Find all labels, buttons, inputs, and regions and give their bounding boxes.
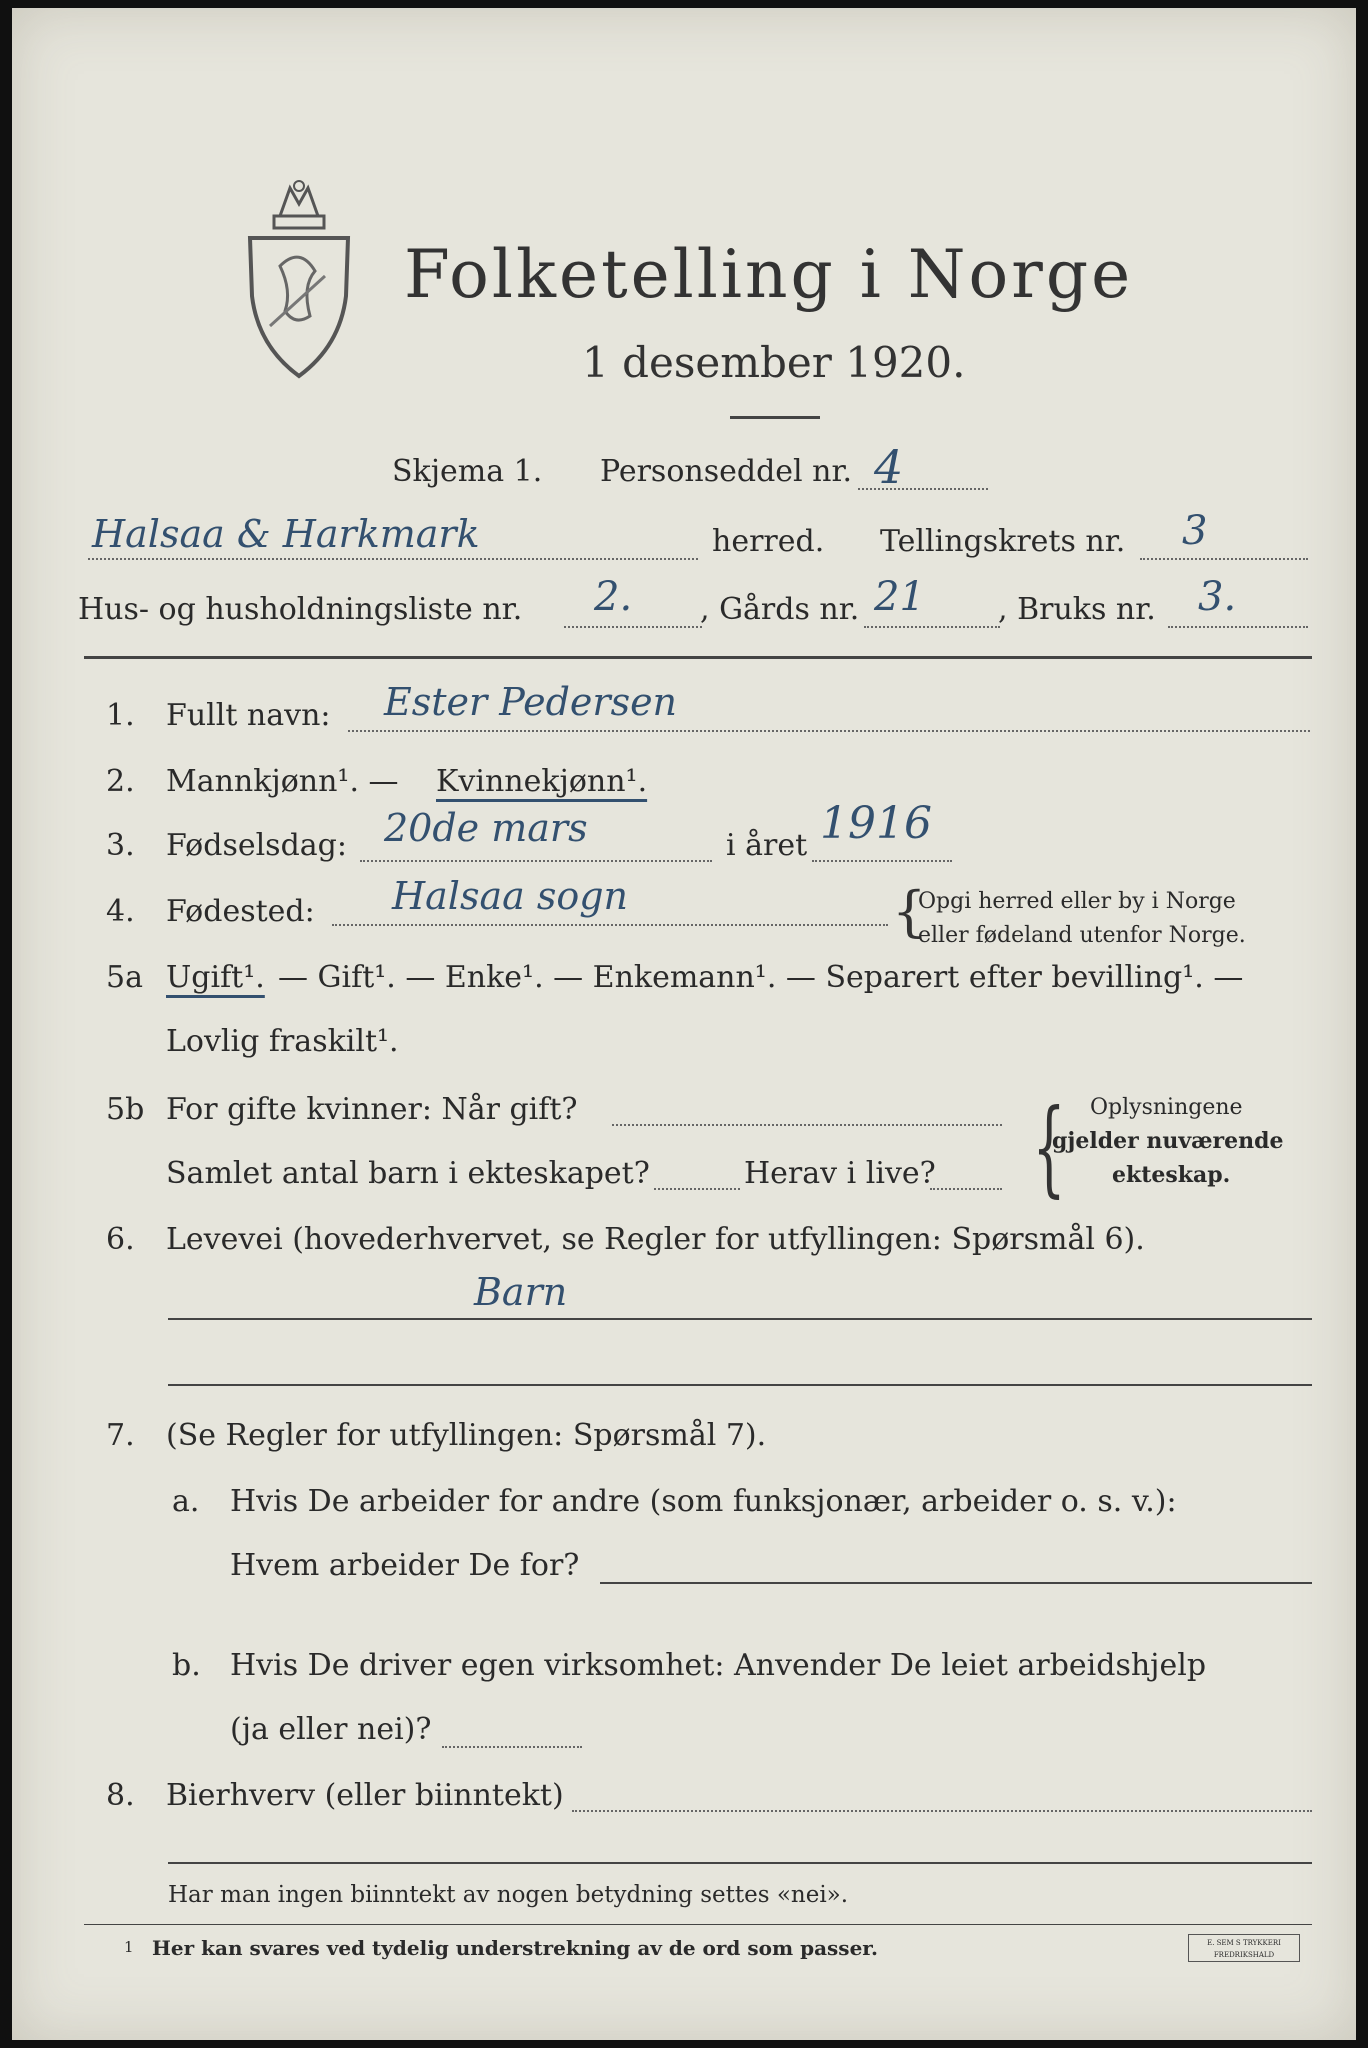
q5b-alive: Herav i live? <box>744 1156 936 1191</box>
q7a-line2: Hvem arbeider De for? <box>230 1548 580 1583</box>
full-name-line <box>348 730 1310 732</box>
census-date: 1 desember 1920. <box>582 338 966 387</box>
footnote-divider <box>84 1924 1312 1925</box>
no-income-note: Har man ingen biinntekt av nogen betydning settes «nei». <box>168 1882 849 1908</box>
q7-label: (Se Regler for utfyllingen: Spørsmål 7). <box>166 1418 767 1453</box>
q6-number: 6. <box>106 1222 135 1257</box>
children-line <box>654 1188 740 1190</box>
q7a-line1: Hvis De arbeider for andre (som funksjonær, arbeider o. s. v.): <box>230 1484 1177 1519</box>
q5a-number: 5a <box>106 960 143 995</box>
lovlig-fraskilt-option[interactable]: Lovlig fraskilt¹. <box>166 1024 399 1059</box>
birthplace-line <box>332 924 888 926</box>
q8-label: Bierhverv (eller biinntekt) <box>166 1778 564 1813</box>
gards-line <box>864 626 1000 628</box>
printer-stamp-text: E. SEM S TRYKKERI FREDRIKSHALD <box>1207 1939 1281 1959</box>
coat-of-arms-icon <box>240 176 358 386</box>
title-divider <box>730 416 820 419</box>
male-option[interactable]: Mannkjønn¹. — <box>166 764 399 799</box>
herred-line <box>88 558 698 560</box>
tellingskrets-label: Tellingskrets nr. <box>880 524 1126 559</box>
q5b-brace: { <box>1032 1086 1066 1208</box>
birthplace-value[interactable]: Halsaa sogn <box>392 874 629 918</box>
husliste-value[interactable]: 2. <box>594 574 633 620</box>
q6-label: Levevei (hovederhvervet, se Regler for utfyllingen: Spørsmål 6). <box>166 1222 1145 1257</box>
q2-number: 2. <box>106 764 135 799</box>
bruks-line <box>1168 626 1308 628</box>
husliste-label: Hus- og husholdningsliste nr. <box>78 592 523 627</box>
q5b-note-line2: gjelder nuværende <box>1052 1128 1284 1154</box>
skjema-label: Skjema 1. <box>392 454 543 489</box>
q5b-children: Samlet antal barn i ekteskapet? <box>166 1156 650 1191</box>
side-income-line2 <box>168 1862 1312 1864</box>
birth-year-line <box>812 860 952 862</box>
year-label: i året <box>726 828 808 863</box>
gards-value[interactable]: 21 <box>874 574 925 620</box>
q5b-number: 5b <box>106 1092 145 1127</box>
bruks-value[interactable]: 3. <box>1198 574 1237 620</box>
q5b-married-when: For gifte kvinner: Når gift? <box>166 1092 578 1127</box>
herred-value[interactable]: Halsaa & Harkmark <box>92 512 480 556</box>
occupation-line2 <box>168 1384 1312 1386</box>
birthday-line <box>360 860 712 862</box>
personseddel-value[interactable]: 4 <box>874 440 904 494</box>
q4-number: 4. <box>106 894 135 929</box>
alive-line <box>930 1188 1002 1190</box>
q5b-note-line3: ekteskap. <box>1112 1162 1231 1188</box>
footnote-mark: 1 <box>124 1938 134 1956</box>
q4-brace: { <box>892 880 927 943</box>
birth-year-value[interactable]: 1916 <box>820 798 932 849</box>
q1-number: 1. <box>106 698 135 733</box>
personseddel-label: Personseddel nr. <box>600 454 853 489</box>
q7b-line1: Hvis De driver egen virksomhet: Anvender De leiet arbeidshjelp <box>230 1648 1207 1683</box>
header-divider <box>84 656 1312 659</box>
husliste-line <box>564 626 702 628</box>
q5b-note-line1: Oplysningene <box>1090 1095 1243 1120</box>
q7-number: 7. <box>106 1418 135 1453</box>
q3-label: Fødselsdag: <box>166 828 347 863</box>
married-when-line <box>612 1124 1002 1126</box>
q1-label: Fullt navn: <box>166 698 331 733</box>
q4-label: Fødested: <box>166 894 315 929</box>
herred-label: herred. <box>712 524 825 559</box>
hired-help-line <box>442 1746 582 1748</box>
occupation-line1 <box>168 1318 1312 1320</box>
tellingskrets-line <box>1140 558 1308 560</box>
q4-note-line2: eller fødeland utenfor Norge. <box>918 923 1246 948</box>
footnote-text: Her kan svares ved tydelig understrekning av de ord som passer. <box>152 1936 878 1960</box>
tellingskrets-value[interactable]: 3 <box>1182 508 1208 554</box>
female-option[interactable]: Kvinnekjønn¹. <box>436 764 648 799</box>
q3-number: 3. <box>106 828 135 863</box>
side-income-line <box>572 1810 1312 1812</box>
q7a-letter: a. <box>172 1484 200 1519</box>
q8-number: 8. <box>106 1778 135 1813</box>
printer-stamp <box>1188 1934 1300 1962</box>
full-name-value[interactable]: Ester Pedersen <box>384 680 678 724</box>
q7b-letter: b. <box>172 1648 201 1683</box>
occupation-value[interactable]: Barn <box>474 1270 568 1314</box>
form-title: Folketelling i Norge <box>404 236 1134 313</box>
birthday-value[interactable]: 20de mars <box>384 806 588 850</box>
gards-label: , Gårds nr. <box>700 592 860 627</box>
employer-line <box>600 1582 1312 1584</box>
ugift-option[interactable]: Ugift¹. <box>166 960 265 995</box>
q4-note-line1: Opgi herred eller by i Norge <box>918 889 1236 914</box>
q7b-line2: (ja eller nei)? <box>230 1712 432 1747</box>
marital-options[interactable]: — Gift¹. — Enke¹. — Enkemann¹. — Separert efter bevilling¹. — <box>278 960 1244 995</box>
bruks-label: , Bruks nr. <box>998 592 1156 627</box>
census-form-sheet <box>12 8 1356 2040</box>
